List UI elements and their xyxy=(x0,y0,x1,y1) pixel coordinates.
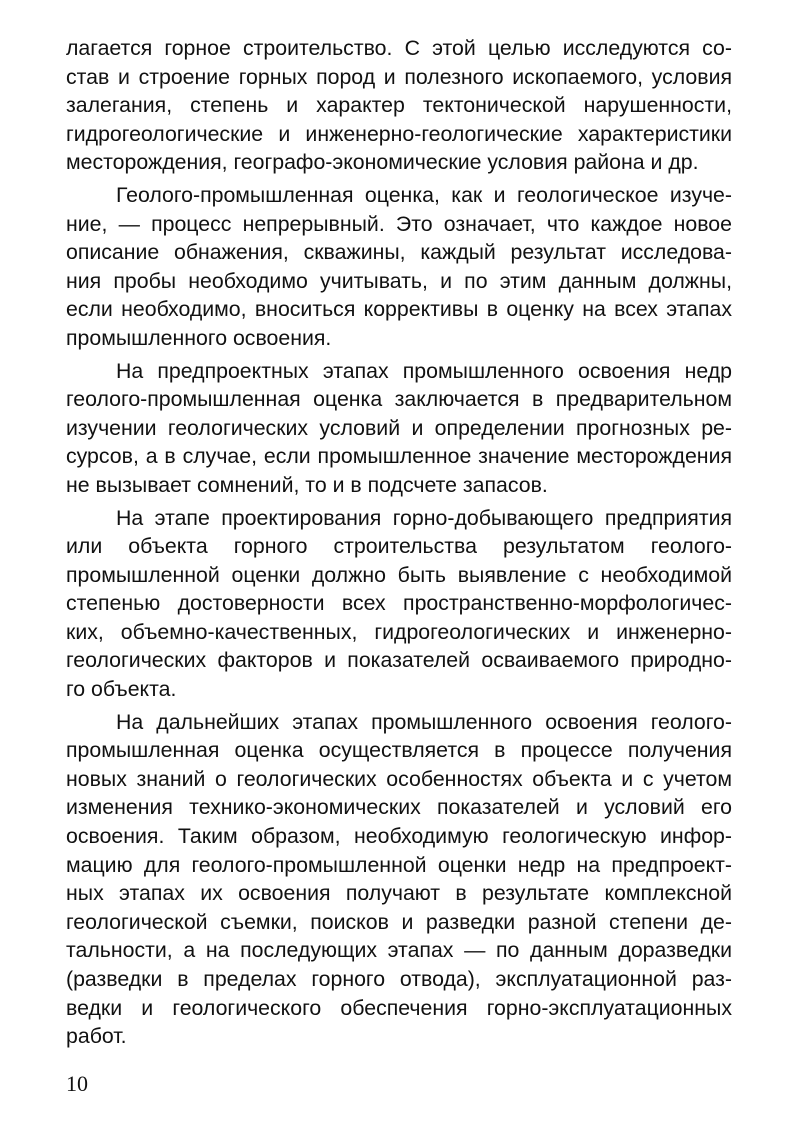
line-text: геологических факторов и показателей осваиваемого природно- xyxy=(66,648,732,673)
text-line xyxy=(66,822,732,851)
text-line xyxy=(66,91,732,120)
body-text xyxy=(66,34,732,1051)
line-text: освоения. Таким образом, необходимую геологическую инфор- xyxy=(66,824,732,849)
line-text: (разведки в пределах горного отвода), эксплуатационной раз- xyxy=(66,967,732,991)
line-text: ния пробы необходимо учитывать, и по этим данным должны, xyxy=(66,268,732,293)
line-text: тальности, а на последующих этапах — по данным доразведки xyxy=(66,938,732,963)
text-line xyxy=(66,793,732,822)
paragraph xyxy=(66,181,732,353)
line-text: На этапе проектирования горно-добывающего предприятия xyxy=(116,505,732,530)
text-line xyxy=(66,238,732,267)
text-line xyxy=(66,561,732,590)
line-text: месторождения, географо-экономические условия района и др. xyxy=(66,150,699,175)
line-text: не вызывает сомнений, то и в подсчете запасов. xyxy=(66,472,548,497)
page-number: 10 xyxy=(66,1071,88,1096)
text-line xyxy=(66,442,732,471)
text-line xyxy=(66,908,732,937)
text-line xyxy=(66,736,732,765)
line-text: промышленная оценка осуществляется в процессе получения xyxy=(66,738,732,763)
text-line xyxy=(66,295,732,324)
line-text: промышленной оценки должно быть выявление с необходимой xyxy=(66,562,732,587)
text-line xyxy=(66,414,732,443)
text-line xyxy=(66,994,732,1023)
text-line xyxy=(66,471,732,500)
line-text: став и строение горных пород и полезного ископаемого, условия xyxy=(66,64,732,89)
line-text: Геолого-промышленная оценка, как и геологическое изуче- xyxy=(116,182,732,207)
text-line xyxy=(66,618,732,647)
paragraph xyxy=(66,708,732,1051)
text-line xyxy=(66,148,732,177)
text-line xyxy=(66,851,732,880)
line-text: На дальнейших этапах промышленного освоения геолого- xyxy=(116,709,732,734)
text-line xyxy=(66,708,732,737)
line-text: промышленного освоения. xyxy=(66,325,332,350)
line-text: новых знаний о геологических особенностях объекта и с учетом xyxy=(66,766,732,791)
line-text: ние, — процесс непрерывный. Это означает, что каждое новое xyxy=(66,211,732,236)
line-text: ведки и геологического обеспечения горно-эксплуатационных xyxy=(66,995,732,1020)
text-line xyxy=(66,63,732,92)
text-line xyxy=(66,965,732,994)
line-text: ных этапах их освоения получают в результате комплексной xyxy=(66,881,732,906)
line-text: гидрогеологические и инженерно-геологические характеристики xyxy=(66,121,732,146)
line-text: сурсов, а в случае, если промышленное значение месторождения xyxy=(66,444,732,469)
line-text: изменения технико-экономических показателей и условий его xyxy=(66,795,732,820)
line-text: работ. xyxy=(66,1024,127,1049)
line-text: если необходимо, вноситься коррективы в оценку на всех этапах xyxy=(66,297,732,322)
paragraph xyxy=(66,34,732,177)
text-line xyxy=(66,646,732,675)
line-text: залегания, степень и характер тектонической нарушенности, xyxy=(66,93,732,118)
line-text: мацию для геолого-промышленной оценки недр на предпроект- xyxy=(66,852,732,877)
text-line xyxy=(66,34,732,63)
line-text: или объекта горного строительства результатом геолого- xyxy=(66,534,732,559)
text-line xyxy=(66,765,732,794)
line-text: описание обнажения, скважины, каждый результат исследова- xyxy=(66,240,732,265)
paragraph xyxy=(66,504,732,704)
line-text: геологической съемки, поисков и разведки разной степени де- xyxy=(66,909,732,934)
line-text: ких, объемно-качественных, гидрогеологических и инженерно- xyxy=(66,619,732,644)
text-line xyxy=(66,936,732,965)
line-text: геолого-промышленная оценка заключается в предварительном xyxy=(66,387,732,412)
text-line xyxy=(66,267,732,296)
text-line xyxy=(66,589,732,618)
text-line xyxy=(66,210,732,239)
text-line xyxy=(66,324,732,353)
paragraph xyxy=(66,357,732,500)
line-text: степенью достоверности всех пространственно-морфологичес- xyxy=(66,591,732,616)
text-line xyxy=(66,181,732,210)
line-text: лагается горное строительство. С этой целью исследуются со- xyxy=(66,36,732,60)
text-line xyxy=(66,675,732,704)
text-line xyxy=(66,120,732,149)
line-text: На предпроектных этапах промышленного освоения недр xyxy=(116,358,732,383)
text-line xyxy=(66,532,732,561)
text-line xyxy=(66,504,732,533)
text-line xyxy=(66,385,732,414)
line-text: го объекта. xyxy=(66,677,177,702)
line-text: изучении геологических условий и определении прогнозных ре- xyxy=(66,415,732,440)
text-line xyxy=(66,879,732,908)
text-line xyxy=(66,1022,732,1051)
text-line xyxy=(66,357,732,386)
